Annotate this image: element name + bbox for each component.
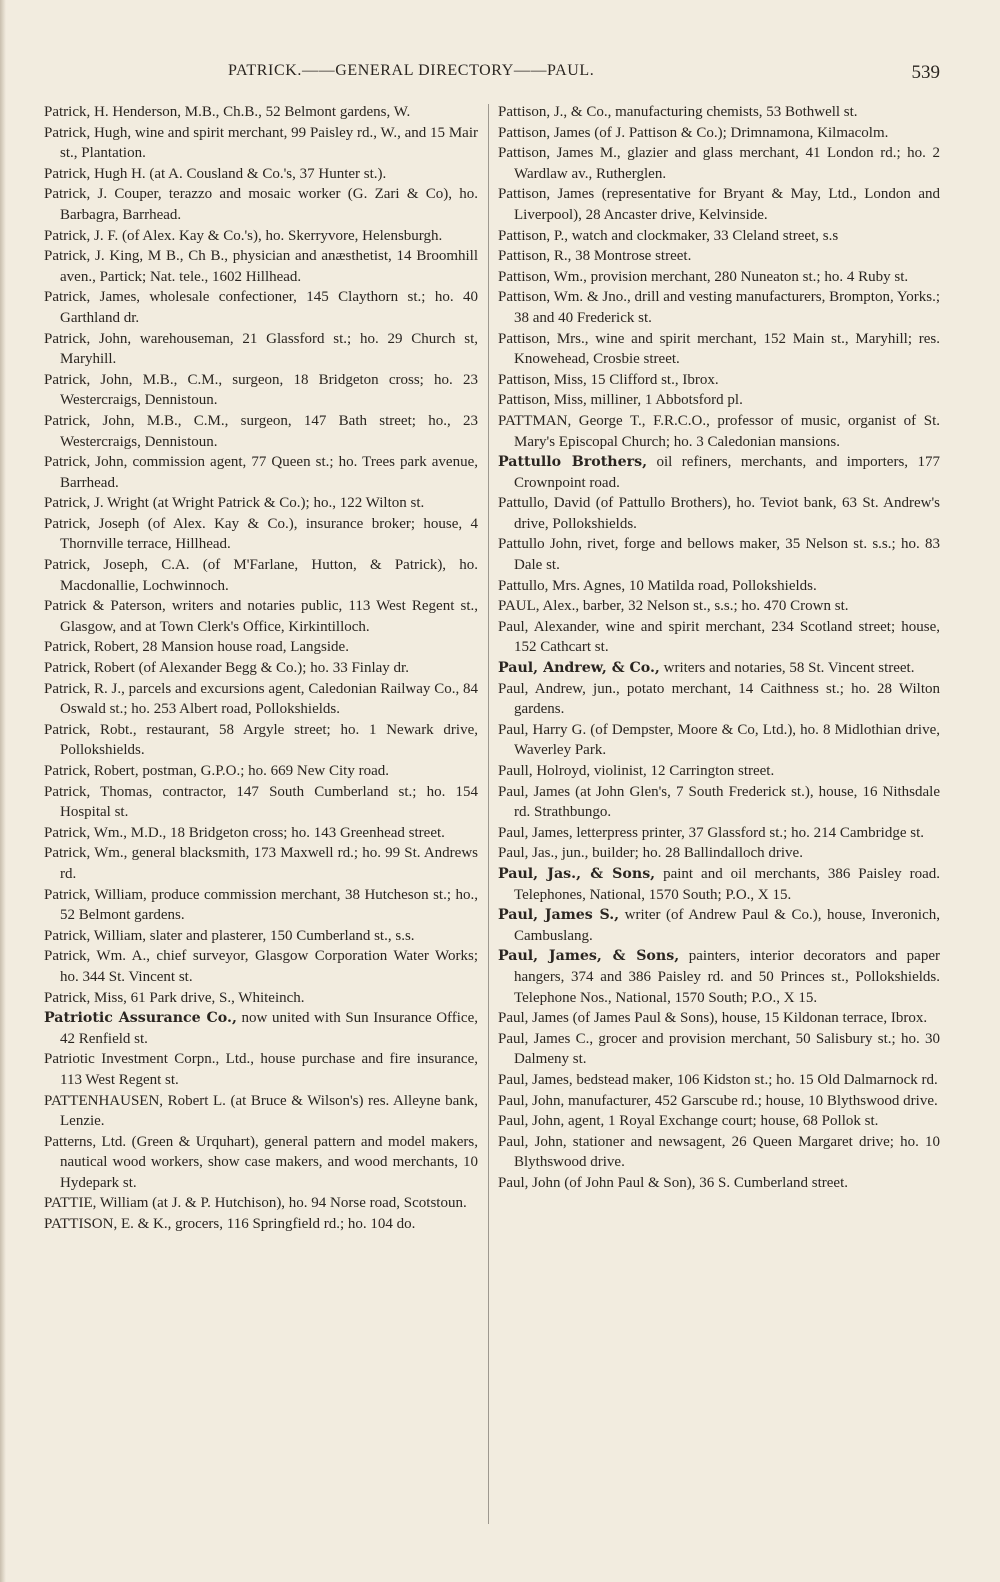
directory-entry <box>44 885 478 926</box>
directory-entry <box>498 411 940 452</box>
entry-text: Patrick, Hugh H. (at A. Cousland & Co.'s, 37 Hunter st.). <box>44 165 387 182</box>
left-column <box>44 102 478 1235</box>
entry-text: Patrick, Miss, 61 Park drive, S., Whiteinch. <box>44 989 305 1006</box>
entry-text: Paul, James, bedstead maker, 106 Kidston st.; ho. 15 Old Dalmarnock rd. <box>498 1071 938 1088</box>
entry-text: PATTISON, E. & K., grocers, 116 Springfield rd.; ho. 104 do. <box>44 1216 416 1233</box>
directory-entry <box>498 1111 940 1132</box>
directory-entry <box>498 226 940 247</box>
page-edge <box>0 0 6 1582</box>
entry-text: Paull, Holroyd, violinist, 12 Carrington street. <box>498 763 775 779</box>
page-number: 539 <box>911 62 940 83</box>
directory-entry <box>498 370 940 391</box>
entry-text: Pattullo, Mrs. Agnes, 10 Matilda road, Pollokshields. <box>498 577 817 594</box>
directory-entry <box>498 184 940 225</box>
directory-entry <box>498 761 940 782</box>
entry-text: Patrick, Robert (of Alexander Begg & Co.); ho. 33 Finlay dr. <box>44 660 409 677</box>
directory-entry <box>44 679 478 720</box>
entry-text: Pattison, James M., glazier and glass merchant, 41 London rd.; ho. 2 Wardlaw av., Rutherglen. <box>498 145 940 182</box>
entry-text: Pattison, Miss, milliner, 1 Abbotsford pl. <box>498 392 743 409</box>
directory-entry <box>498 534 940 575</box>
entry-text: Patrick, John, warehouseman, 21 Glassford st.; ho. 29 Church st, Maryhill. <box>44 330 478 368</box>
directory-entry <box>498 596 940 617</box>
directory-entry <box>498 720 940 761</box>
directory-entry <box>44 988 478 1009</box>
entry-text: Patrick, Joseph (of Alex. Kay & Co.), insurance broker; house, 4 Thornville terrace, Hillhead. <box>44 515 478 553</box>
directory-entry <box>498 452 940 493</box>
directory-entry <box>498 390 940 411</box>
directory-entry <box>498 617 940 658</box>
entry-text: PATTMAN, George T., F.R.C.O., professor of music, organist of St. Mary's Episcopal Church; ho. 3 Caledonian mansions. <box>498 412 940 450</box>
directory-entry <box>44 1049 478 1090</box>
entry-text: Paul, James, letterpress printer, 37 Glassford st.; ho. 214 Cambridge st. <box>498 824 924 841</box>
entry-text: writer (of Andrew Paul & Co.), house, Inveronich, Cambuslang. <box>514 907 940 944</box>
directory-entry <box>44 596 478 637</box>
entry-text: Patrick, Thomas, contractor, 147 South Cumberland st.; ho. 154 Hospital st. <box>44 783 478 821</box>
entry-text: Pattison, Miss, 15 Clifford st., Ibrox. <box>498 371 719 388</box>
directory-entry <box>498 946 940 1008</box>
entry-text: Paul, Harry G. (of Dempster, Moore & Co, Ltd.), ho. 8 Midlothian drive, Waverley Park. <box>498 721 940 759</box>
directory-entry <box>498 123 940 144</box>
entry-text: Patrick, John, commission agent, 77 Queen st.; ho. Trees park avenue, Barrhead. <box>44 454 478 491</box>
directory-entry <box>498 679 940 720</box>
directory-entry <box>498 1173 940 1194</box>
entry-text: Patrick, Wm., general blacksmith, 173 Maxwell rd.; ho. 99 St. Andrews rd. <box>44 845 478 882</box>
entry-text: writers and notaries, 58 St. Vincent street. <box>659 660 915 677</box>
directory-entry <box>498 864 940 905</box>
directory-entry <box>498 576 940 597</box>
entry-text: Patrick, J. Couper, terazzo and mosaic worker (G. Zari & Co), ho. Barbagra, Barrhead. <box>44 186 478 223</box>
entry-bold-name: Paul, Andrew, & Co., <box>498 660 660 677</box>
directory-entry <box>498 905 940 946</box>
entry-text: Pattison, R., 38 Montrose street. <box>498 248 692 265</box>
entry-text: Patrick, R. J., parcels and excursions agent, Caledonian Railway Co., 84 Oswald st.; ho. 253 Albert road, Pollokshields. <box>44 680 478 718</box>
entry-text: Pattison, Wm. & Jno., drill and vesting manufacturers, Brompton, Yorks.; 38 and 40 Frederick st. <box>498 289 940 326</box>
entry-text: Pattison, Mrs., wine and spirit merchant, 152 Main st., Maryhill; res. Knowehead, Crosbie street. <box>498 330 940 368</box>
entry-bold-name: Paul, James S., <box>498 907 620 924</box>
entry-text: PATTIE, William (at J. & P. Hutchison), ho. 94 Norse road, Scotstoun. <box>44 1195 467 1212</box>
directory-entry <box>44 720 478 761</box>
directory-entry <box>498 143 940 184</box>
column-divider <box>488 104 489 1524</box>
entry-text: Patrick, William, slater and plasterer, 150 Cumberland st., s.s. <box>44 927 415 944</box>
entry-text: Patrick & Paterson, writers and notaries public, 113 West Regent st., Glasgow, and at Town Clerk's Office, Kirkintilloch. <box>44 598 478 635</box>
directory-entry <box>44 1132 478 1194</box>
directory-entry <box>44 329 478 370</box>
entry-bold-name: Pattullo Brothers, <box>498 454 648 471</box>
directory-entry <box>498 823 940 844</box>
directory-entry <box>498 1132 940 1173</box>
directory-entry <box>44 658 478 679</box>
entry-text: Patrick, John, M.B., C.M., surgeon, 18 Bridgeton cross; ho. 23 Westercraigs, Dennistoun. <box>44 371 478 409</box>
directory-entry <box>44 246 478 287</box>
entry-text: Patriotic Investment Corpn., Ltd., house purchase and fire insurance, 113 West Regent st. <box>44 1051 478 1088</box>
directory-entry <box>498 287 940 328</box>
entry-text: Patterns, Ltd. (Green & Urquhart), general pattern and model makers, nautical wood workers, show case makers, and wood merchants, 10 Hydepark st. <box>44 1133 478 1191</box>
entry-bold-name: Patriotic Assurance Co., <box>44 1010 237 1027</box>
entry-text: Paul, James (at John Glen's, 7 South Frederick st.), house, 16 Nithsdale rd. Strathbungo. <box>498 783 940 821</box>
page-header <box>220 62 940 88</box>
entry-text: Pattison, Wm., provision merchant, 280 Nuneaton st.; ho. 4 Ruby st. <box>498 268 909 285</box>
entry-bold-name: Paul, James, & Sons, <box>498 948 680 965</box>
directory-entry <box>498 493 940 534</box>
entry-text: oil refiners, merchants, and importers, 177 Crownpoint road. <box>514 454 940 491</box>
directory-entry <box>44 452 478 493</box>
directory-entry <box>498 1070 940 1091</box>
directory-entry <box>44 555 478 596</box>
entry-text: Pattison, P., watch and clockmaker, 33 Cleland street, s.s <box>498 227 839 244</box>
directory-entry <box>44 926 478 947</box>
entry-text: Paul, John, manufacturer, 452 Garscube rd.; house, 10 Blythswood drive. <box>498 1092 938 1109</box>
entry-text: Paul, John, agent, 1 Royal Exchange court; house, 68 Pollok st. <box>498 1113 879 1130</box>
right-column <box>498 102 940 1193</box>
directory-entry <box>44 493 478 514</box>
directory-entry <box>44 164 478 185</box>
entry-text: Patrick, J. Wright (at Wright Patrick & Co.); ho., 122 Wilton st. <box>44 495 425 512</box>
directory-entry <box>498 782 940 823</box>
entry-text: Paul, Jas., jun., builder; ho. 28 Ballindalloch drive. <box>498 845 803 862</box>
entry-text: Pattison, J., & Co., manufacturing chemists, 53 Bothwell st. <box>498 104 858 120</box>
entry-text: Patrick, J. King, M B., Ch B., physician and anæsthetist, 14 Broomhill aven., Partick; Nat. tele., 1602 Hillhead. <box>44 248 478 285</box>
entry-text: Pattison, James (representative for Bryant & May, Ltd., London and Liverpool), 28 Ancaster drive, Kelvinside. <box>498 186 940 223</box>
directory-entry <box>44 370 478 411</box>
directory-entry <box>44 1091 478 1132</box>
entry-text: Pattullo, David (of Pattullo Brothers), ho. Teviot bank, 63 St. Andrew's drive, Pollokshields. <box>498 495 940 532</box>
entry-text: PAUL, Alex., barber, 32 Nelson st., s.s.; ho. 470 Crown st. <box>498 598 849 615</box>
directory-entry <box>498 1091 940 1112</box>
directory-entry <box>44 761 478 782</box>
entry-text: Patrick, Joseph, C.A. (of M'Farlane, Hutton, & Patrick), ho. Macdonallie, Lochwinnoch. <box>44 557 478 594</box>
entry-text: Pattison, James (of J. Pattison & Co.); Drimnamona, Kilmacolm. <box>498 124 889 141</box>
directory-entry <box>44 1214 478 1235</box>
directory-entry <box>498 246 940 267</box>
directory-entry <box>44 1193 478 1214</box>
directory-entry <box>44 637 478 658</box>
entry-text: Paul, James (of James Paul & Sons), house, 15 Kildonan terrace, Ibrox. <box>498 1010 928 1027</box>
entry-text: Patrick, Wm. A., chief surveyor, Glasgow Corporation Water Works; ho. 344 St. Vincent st. <box>44 948 478 985</box>
directory-entry <box>44 823 478 844</box>
entry-text: Paul, John (of John Paul & Son), 36 S. Cumberland street. <box>498 1174 848 1191</box>
directory-entry <box>44 946 478 987</box>
directory-entry <box>498 1008 940 1029</box>
running-title: PATRICK.——GENERAL DIRECTORY——PAUL. <box>228 62 595 79</box>
entry-bold-name: Paul, Jas., & Sons, <box>498 865 656 882</box>
directory-entry <box>498 1029 940 1070</box>
directory-entry <box>44 184 478 225</box>
directory-entry <box>44 514 478 555</box>
entry-text: now united with Sun Insurance Office, 42 Renfield st. <box>60 1010 479 1047</box>
entry-text: Patrick, Robt., restaurant, 58 Argyle street; ho. 1 Newark drive, Pollokshields. <box>44 721 478 759</box>
entry-text: paint and oil merchants, 386 Paisley road. Telephones, National, 1570 South; P.O., X 15. <box>514 865 940 903</box>
entry-text: Patrick, J. F. (of Alex. Kay & Co.'s), ho. Skerryvore, Helensburgh. <box>44 227 443 244</box>
entry-text: Patrick, Robert, postman, G.P.O.; ho. 669 New City road. <box>44 763 389 779</box>
entry-text: Patrick, James, wholesale confectioner, 145 Claythorn st.; ho. 40 Garthland dr. <box>44 289 478 326</box>
entry-text: Patrick, H. Henderson, M.B., Ch.B., 52 Belmont gardens, W. <box>44 104 411 120</box>
directory-entry <box>44 411 478 452</box>
entry-text: painters, interior decorators and paper hangers, 374 and 386 Paisley rd. and 50 Princes st., Pollokshields. Telephone Nos., National, 1570 South; P.O., X 15. <box>514 948 940 1006</box>
entry-text: Paul, Andrew, jun., potato merchant, 14 Caithness st.; ho. 28 Wilton gardens. <box>498 680 940 718</box>
directory-entry <box>498 658 940 679</box>
entry-text: Paul, James C., grocer and provision merchant, 50 Salisbury st.; ho. 30 Dalmeny st. <box>498 1030 940 1068</box>
entry-text: Patrick, Hugh, wine and spirit merchant, 99 Paisley rd., W., and 15 Mair st., Plantation. <box>44 124 478 162</box>
directory-entry <box>498 267 940 288</box>
directory-entry <box>44 226 478 247</box>
directory-entry <box>44 123 478 164</box>
directory-entry <box>498 102 940 123</box>
directory-entry <box>498 329 940 370</box>
directory-entry <box>44 782 478 823</box>
directory-entry <box>44 287 478 328</box>
directory-entry <box>498 843 940 864</box>
entry-text: Patrick, John, M.B., C.M., surgeon, 147 Bath street; ho., 23 Westercraigs, Dennistoun. <box>44 412 478 450</box>
entry-text: Paul, Alexander, wine and spirit merchant, 234 Scotland street; house, 152 Cathcart st. <box>498 618 940 656</box>
entry-text: Patrick, Robert, 28 Mansion house road, Langside. <box>44 639 349 656</box>
directory-entry <box>44 102 478 123</box>
entry-text: Pattullo John, rivet, forge and bellows maker, 35 Nelson st. s.s.; ho. 83 Dale st. <box>498 536 940 574</box>
entry-text: Patrick, William, produce commission merchant, 38 Hutcheson st.; ho., 52 Belmont gardens. <box>44 886 478 924</box>
entry-text: PATTENHAUSEN, Robert L. (at Bruce & Wilson's) res. Alleyne bank, Lenzie. <box>44 1092 478 1130</box>
entry-text: Patrick, Wm., M.D., 18 Bridgeton cross; ho. 143 Greenhead street. <box>44 824 445 841</box>
entry-text: Paul, John, stationer and newsagent, 26 Queen Margaret drive; ho. 10 Blythswood drive. <box>498 1133 940 1171</box>
directory-entry <box>44 843 478 884</box>
directory-entry <box>44 1008 478 1049</box>
